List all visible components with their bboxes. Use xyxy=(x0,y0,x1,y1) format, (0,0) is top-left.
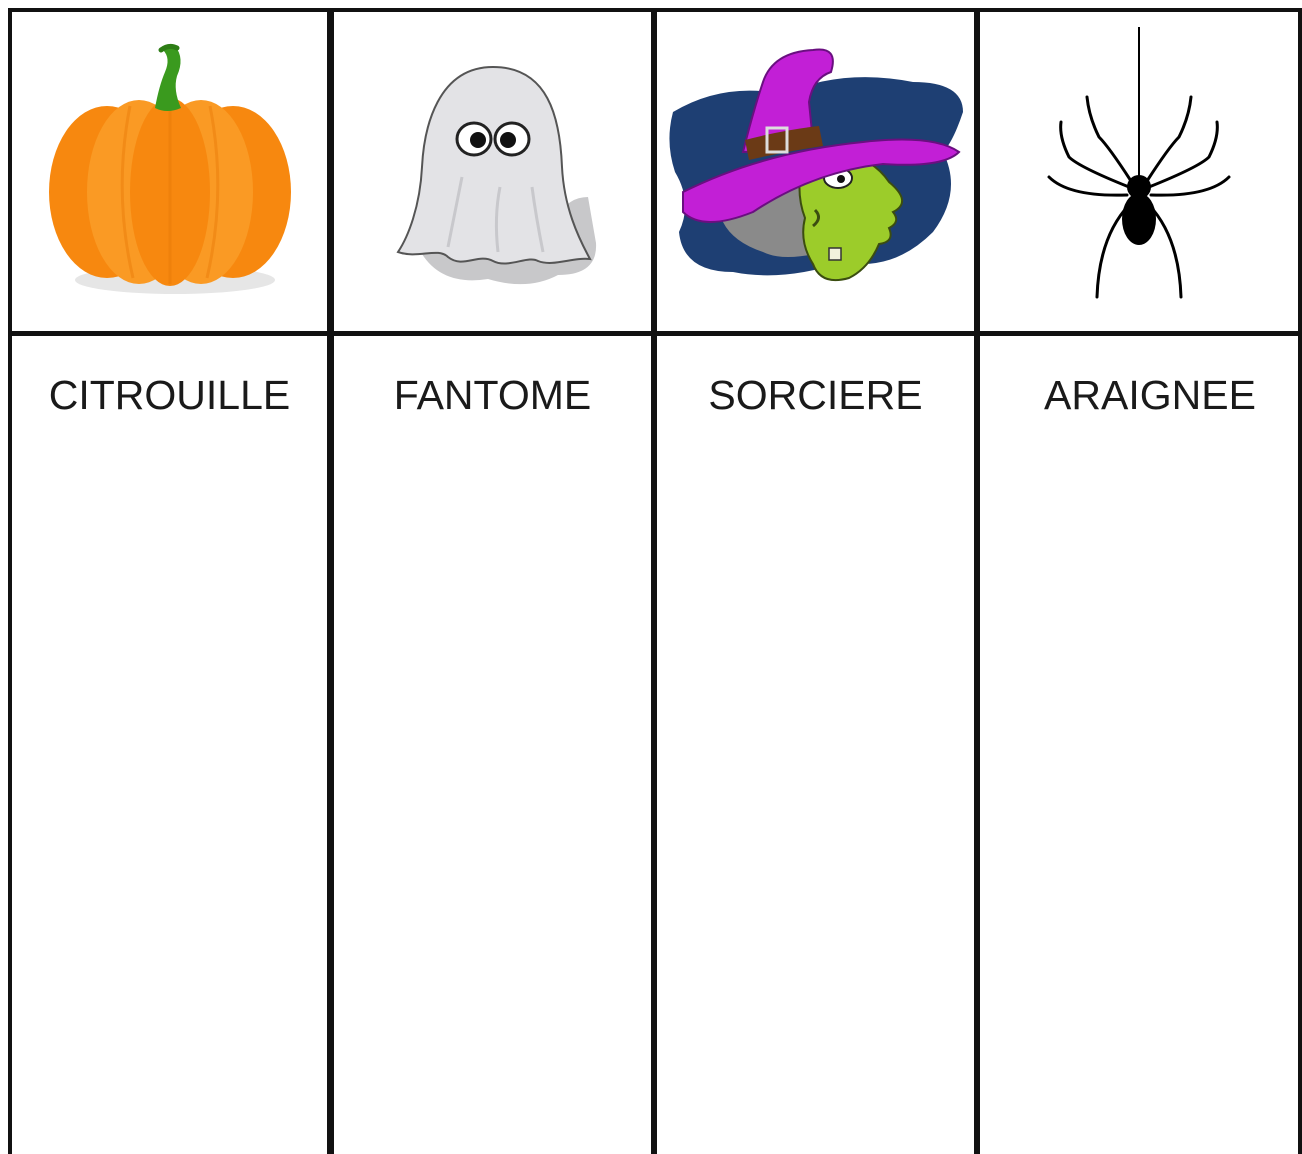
column-label-sorciere: SORCIERE xyxy=(708,371,923,418)
ghost-cell xyxy=(334,12,651,332)
witch-cell xyxy=(657,12,974,332)
column-label-araignee: ARAIGNEE xyxy=(1044,371,1256,418)
witch-icon xyxy=(663,42,969,302)
column-label-citrouille: CITROUILLE xyxy=(48,371,291,418)
spider-icon xyxy=(1039,27,1239,317)
column-label-fantome: FANTOME xyxy=(393,371,592,418)
table-right-border xyxy=(1298,8,1302,1154)
pumpkin-cell xyxy=(12,12,327,332)
column-divider-1 xyxy=(327,8,334,1154)
ghost-icon xyxy=(378,47,608,297)
spider-cell xyxy=(980,12,1298,332)
pumpkin-icon xyxy=(35,42,305,302)
